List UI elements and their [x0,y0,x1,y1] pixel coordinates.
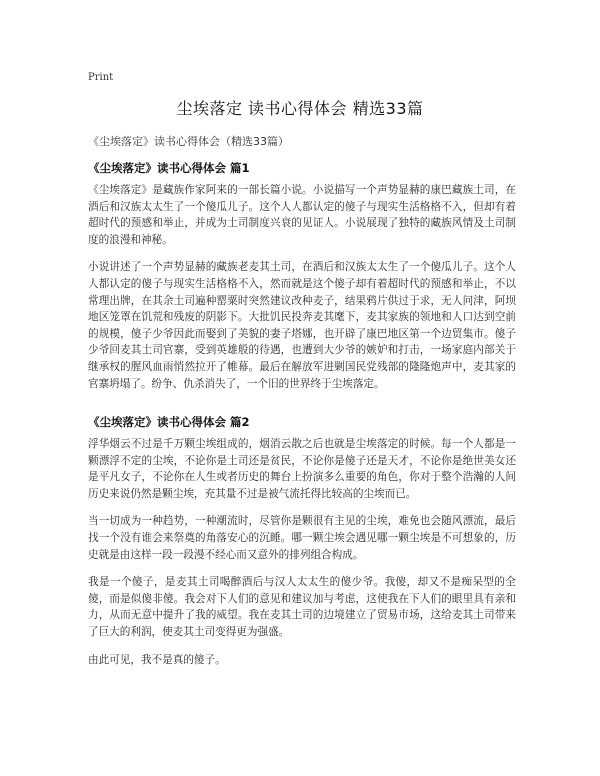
paragraph: 由此可见，我不是真的傻子。 [88,653,226,666]
page-subtitle: 《尘埃落定》读书心得体会（精选33篇） [88,135,289,148]
article-section-1 [88,160,516,403]
print-link[interactable]: Print [88,72,114,83]
article-section-2 [88,414,516,679]
paragraph: 浮华烟云不过是千万颗尘埃组成的，烟消云散之后也就是尘埃落定的时候。每一个人都是一颗漂浮不定的尘埃，不论你是土司还是贫民，不论你是傻子还是天才，不论你是绝世美女还是平凡女子，不论你在人生或者历史的舞台上扮演多么重要的角色，你对于整个浩瀚的人间历史来说仍然是颗尘埃，充其量不过是被气流托得比较高的尘埃而已。 [88,438,516,500]
section-heading: 《尘埃落定》读书心得体会 篇2 [88,415,250,429]
paragraph: 《尘埃落定》是藏族作家阿来的一部长篇小说。小说描写一个声势显赫的康巴藏族土司，在酒后和汉族太太生了一个傻瓜儿子。这个人人都认定的傻子与现实生活格格不入，但却有着超时代的预感和举止，并成为土司制度兴衰的见证人。小说展现了独特的藏族风情及土司制度的浪漫和神秘。 [88,184,516,246]
paragraph: 当一切成为一种趋势，一种潮流时，尽管你是颗很有主见的尘埃，难免也会随风漂流，最后找一个没有谁会来祭奠的角落安心的沉睡。哪一颗尘埃会遇见哪一颗尘埃是不可想象的，历史就是由这样一段一段漫不经心而又意外的排列组合构成。 [88,515,516,561]
page-title: 尘埃落定 读书心得体会 精选33篇 [176,99,424,118]
paragraph: 我是一个傻子，是麦其土司喝醉酒后与汉人太太生的傻少爷。我傻，却又不是痴呆型的全傻，而是似傻非傻。我会对下人们的意见和建议加与考虑，这使我在下人们的眼里具有亲和力，从而无意中提升了我的威望。我在麦其土司的边境建立了贸易市场，这给麦其土司带来了巨大的利润，使麦其土司变得更为强盛。 [88,576,516,638]
paragraph: 小说讲述了一个声势显赫的藏族老麦其土司，在酒后和汉族太太生了一个傻瓜儿子。这个人人都认定的傻子与现实生活格格不入，然而就是这个傻子却有着超时代的预感和举止，不以常理出牌，在其余土司遍种罂粟时突然建议改种麦子，结果鸦片供过于求，无人问津，阿坝地区笼罩在饥荒和残废的阴影下。大批饥民投奔麦其麾下，麦其家族的领地和人口达到空前的规模，傻子少爷因此而娶到了美貌的妻子塔娜，也开辟了康巴地区第一个边贸集市。傻子少爷回麦其土司官寨，受到英雄般的待遇，也遭到大少爷的嫉妒和打击，一场家庭内部关于继承权的腥风血雨悄然拉开了帷幕。最后在解放军进剿国民党残部的隆隆炮声中，麦其家的官寨坍塌了。纷争、仇杀消失了，一个旧的世界终于尘埃落定。 [88,261,516,390]
section-heading: 《尘埃落定》读书心得体会 篇1 [88,161,250,175]
